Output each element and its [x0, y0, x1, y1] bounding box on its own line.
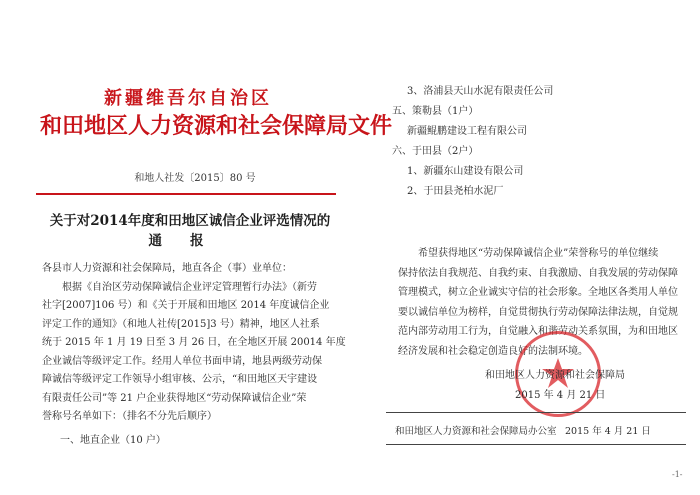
list-item: 1、新疆东山建设有限公司	[407, 166, 524, 177]
paragraph-line: 保持依法自我规范、自我约束、自我激励、自我发展的劳动保障	[398, 267, 678, 279]
paragraph-line: 有限责任公司”等 21 户企业获得地区“劳动保障诚信企业”荣	[42, 392, 307, 404]
list-item-direct-enterprises: 一、地直企业（10 户）	[60, 435, 166, 446]
paragraph-line: 要以诚信单位为榜样，自觉贯彻执行劳动保障法律法规，自觉规	[398, 306, 678, 318]
paragraph-line: 社字[2007]106 号）和《关于开展和田地区 2014 年度诚信企业	[42, 300, 330, 311]
document-number: 和地人社发〔2015〕80 号	[134, 173, 256, 184]
paragraph-line: 根据《自治区劳动保障诚信企业评定管理暂行办法》（新劳	[62, 281, 317, 293]
paragraph-line: 范内部劳动用工行为，自觉融入和谐劳动关系氛围，为和田地区	[398, 326, 678, 337]
paragraph-line: 企业诚信等级评定工作。经用人单位书面申请，地县两级劳动保	[42, 355, 322, 367]
footer-bottom-rule	[386, 444, 686, 445]
list-item: 2、于田县尧柏水泥厂	[407, 186, 504, 197]
paragraph-line: 统于 2015 年 1 月 19 日至 3 月 26 日，在全地区开展 20014 年度	[42, 337, 346, 348]
paragraph-line: 管理模式，树立企业诚实守信的社会形象。全地区各类用人单位	[398, 287, 678, 298]
paragraph-line: 障诚信等级评定工作领导小组审核、公示，“和田地区天宇建设	[42, 374, 318, 385]
paragraph-line: 誉称号名单如下：（排名不分先后顺序）	[42, 411, 217, 422]
footer-top-rule	[386, 412, 686, 413]
notice-title-line2: 通报	[148, 233, 232, 249]
header-region: 新疆维吾尔自治区	[104, 88, 272, 109]
paragraph-line: 希望获得地区“劳动保障诚信企业”荣誉称号的单位继续	[418, 248, 659, 259]
footer-issuing-office: 和田地区人力资源和社会保障局办公室	[395, 426, 557, 437]
notice-body	[42, 260, 346, 427]
list-item: 3、洛浦县天山水泥有限责任公司	[407, 86, 554, 97]
right-page	[350, 0, 700, 495]
list-item: 新疆鲲鹏建设工程有限公司	[407, 126, 527, 137]
paragraph-line: 评定工作的通知》（和地人社传[2015]3 号）精神，地区人社系	[42, 318, 320, 330]
salutation: 各县市人力资源和社会保障局，地直各企（事）业单位：	[42, 263, 292, 274]
county-heading: 五、策勒县（1户）	[392, 106, 479, 117]
footer-date: 2015 年 4 月 21 日	[565, 426, 651, 437]
notice-title: 关于对2014年度和田地区诚信企业评选情况的	[49, 213, 331, 229]
header-office-title: 和田地区人力资源和社会保障局文件	[40, 113, 393, 139]
company-list	[392, 82, 692, 202]
signature-organization: 和田地区人力资源和社会保障局	[485, 370, 625, 381]
signature-date: 2015 年 4 月 21 日	[515, 390, 606, 401]
red-divider-line	[36, 193, 336, 195]
paragraph-line: 经济发展和社会稳定创造良好的法制环境。	[398, 345, 588, 357]
county-heading: 六、于田县（2户）	[392, 146, 479, 157]
page-number: -1-	[672, 470, 683, 479]
